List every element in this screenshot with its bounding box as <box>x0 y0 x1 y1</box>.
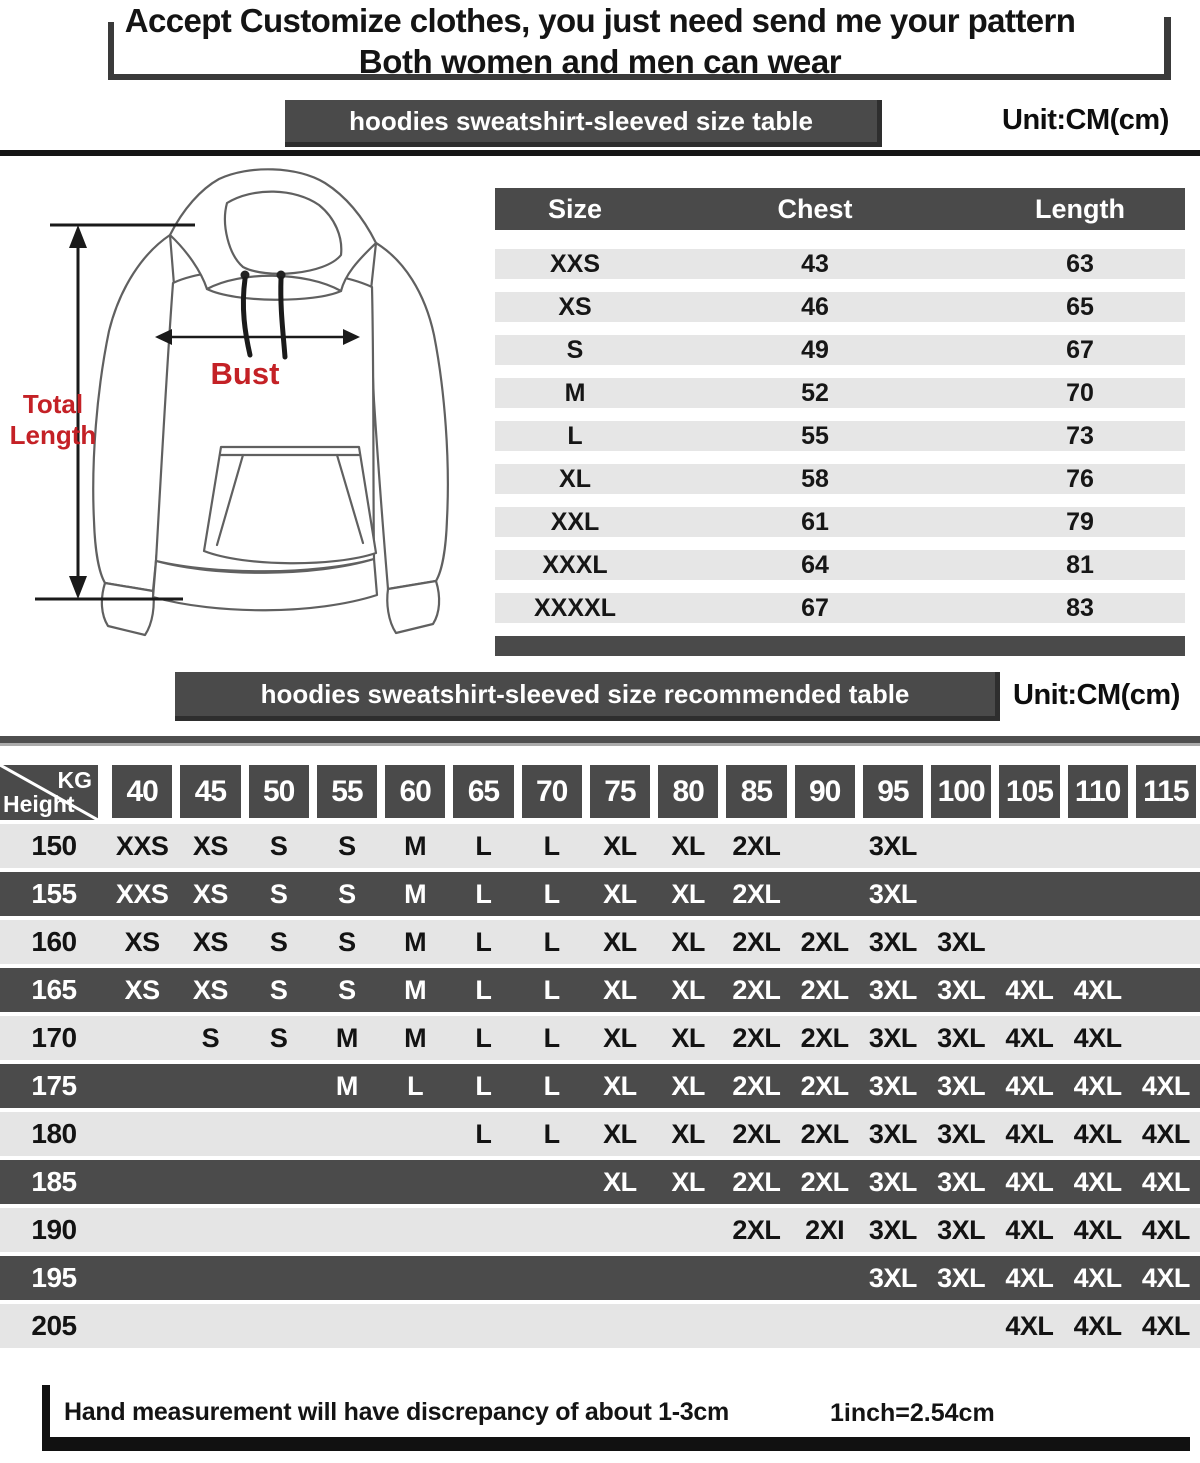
size-cell: XXL <box>550 507 600 536</box>
size-cell: S <box>566 335 584 364</box>
recommended-size-cell: XL <box>603 974 637 1005</box>
height-label: 175 <box>31 1070 77 1101</box>
recommended-size-cell: M <box>335 1022 358 1053</box>
recommended-size-cell: XS <box>192 878 228 909</box>
recommended-size-cell: 2XI <box>805 1214 845 1245</box>
unit-label-2: Unit:CM(cm) <box>1013 679 1180 711</box>
weight-label: 60 <box>385 765 445 818</box>
height-label: 160 <box>31 926 77 957</box>
recommended-size-cell: XL <box>671 1022 705 1053</box>
recommended-size-cell: 3XL <box>868 830 917 861</box>
length-cell: 81 <box>1066 550 1094 579</box>
recommended-size-cell: 4XL <box>1005 1070 1054 1101</box>
weight-header-cell <box>927 765 995 820</box>
recommended-size-cell: 2XL <box>732 1214 781 1245</box>
weight-header-cell <box>449 765 517 820</box>
recommended-size-cell: 4XL <box>1073 1310 1122 1341</box>
recommended-size-cell: L <box>475 878 492 909</box>
chest-cell: 52 <box>801 378 829 407</box>
recommend-row-155 <box>0 872 1200 916</box>
recommended-size-cell: 3XL <box>868 878 917 909</box>
recommended-size-cell: 4XL <box>1073 1262 1122 1293</box>
size-table-row <box>495 249 1185 279</box>
size-cell: L <box>567 421 583 450</box>
recommended-size-cell: XL <box>603 830 637 861</box>
recommended-size-cell: 4XL <box>1141 1070 1190 1101</box>
recommended-size-cell: XS <box>124 926 160 957</box>
recommended-size-cell: M <box>335 1070 358 1101</box>
recommended-size-cell: L <box>543 926 560 957</box>
weight-header-cell <box>1064 765 1132 820</box>
weight-header-cell <box>791 765 859 820</box>
weight-header-cell <box>1132 765 1200 820</box>
recommend-row-150 <box>0 824 1200 868</box>
recommended-size-cell: L <box>543 1070 560 1101</box>
recommended-size-cell: XL <box>603 1070 637 1101</box>
length-cell: 70 <box>1066 378 1094 407</box>
recommended-size-cell: 4XL <box>1141 1310 1190 1341</box>
size-table <box>495 188 1185 656</box>
recommend-row-205 <box>0 1304 1200 1348</box>
recommend-row-190 <box>0 1208 1200 1252</box>
recommended-size-cell: 3XL <box>937 1262 986 1293</box>
recommended-size-cell: 2XL <box>732 1070 781 1101</box>
size-cell: M <box>564 378 586 407</box>
measurement-note: Hand measurement will have discrepancy of about 1-3cm <box>64 1398 729 1426</box>
recommended-size-cell: 4XL <box>1141 1118 1190 1149</box>
size-table-row <box>495 507 1185 537</box>
size-table-row <box>495 378 1185 408</box>
recommended-size-cell: 2XL <box>800 1070 849 1101</box>
recommended-size-cell: 2XL <box>800 1166 849 1197</box>
recommended-size-cell: L <box>475 1118 492 1149</box>
recommended-size-cell: 4XL <box>1073 1118 1122 1149</box>
length-cell: 67 <box>1066 335 1094 364</box>
recommended-size-cell: 3XL <box>937 1070 986 1101</box>
recommended-size-cell: 4XL <box>1005 1262 1054 1293</box>
recommended-size-cell: 2XL <box>732 926 781 957</box>
recommended-size-cell: XL <box>603 878 637 909</box>
weight-label: 55 <box>317 765 377 818</box>
recommended-size-cell: L <box>475 974 492 1005</box>
recommended-size-cell: M <box>404 974 427 1005</box>
chest-cell: 46 <box>801 292 829 321</box>
page-title <box>0 0 1200 81</box>
recommended-size-cell: M <box>404 830 427 861</box>
size-table-rows <box>495 249 1185 623</box>
height-label: 205 <box>31 1310 77 1341</box>
height-label: 195 <box>31 1262 77 1293</box>
unit-label-1: Unit:CM(cm) <box>1002 104 1169 136</box>
size-table-footer-bar <box>495 636 1185 656</box>
recommended-size-cell: XS <box>192 926 228 957</box>
size-table-row <box>495 593 1185 623</box>
weight-label: 40 <box>112 765 172 818</box>
recommended-size-cell: 4XL <box>1073 1022 1122 1053</box>
weight-label: 85 <box>726 765 786 818</box>
recommended-size-cell: L <box>543 974 560 1005</box>
weight-label: 75 <box>590 765 650 818</box>
recommended-size-cell: XL <box>603 1022 637 1053</box>
recommended-size-cell: 4XL <box>1005 974 1054 1005</box>
recommended-size-cell: 3XL <box>937 974 986 1005</box>
recommended-size-cell: XS <box>192 974 228 1005</box>
recommended-size-cell: 2XL <box>800 926 849 957</box>
recommended-size-cell: XL <box>671 1070 705 1101</box>
recommended-size-cell: 3XL <box>868 974 917 1005</box>
height-label: 180 <box>31 1118 77 1149</box>
recommended-size-cell: XL <box>671 926 705 957</box>
recommended-size-cell: S <box>338 878 356 909</box>
weight-header-cell <box>108 765 176 820</box>
chest-cell: 43 <box>801 249 829 278</box>
chest-column-header: Chest <box>777 193 853 224</box>
weight-header-cell <box>518 765 586 820</box>
size-cell: XS <box>558 292 592 321</box>
chest-cell: 64 <box>801 550 829 579</box>
recommend-row-185 <box>0 1160 1200 1204</box>
size-cell: XXS <box>549 249 601 278</box>
weight-header-cell <box>381 765 449 820</box>
height-label: 165 <box>31 974 77 1005</box>
chest-cell: 49 <box>801 335 829 364</box>
recommended-size-cell: L <box>543 1022 560 1053</box>
recommended-size-cell: 4XL <box>1005 1022 1054 1053</box>
height-axis-label: Height <box>3 791 75 817</box>
size-cell: XL <box>559 464 591 493</box>
recommended-size-cell: S <box>201 1022 220 1053</box>
recommended-size-cell: XXS <box>115 878 169 909</box>
recommended-size-cell: 4XL <box>1141 1214 1190 1245</box>
size-cell: XXXL <box>542 550 608 579</box>
recommended-size-cell: XS <box>192 830 228 861</box>
chest-cell: 61 <box>801 507 829 536</box>
size-table-row <box>495 421 1185 451</box>
recommended-size-cell: L <box>475 926 492 957</box>
weight-label: 50 <box>249 765 309 818</box>
recommended-size-cell: 2XL <box>732 1166 781 1197</box>
size-column-header: Size <box>547 193 603 224</box>
recommended-size-cell: 4XL <box>1073 1070 1122 1101</box>
recommended-size-cell: S <box>338 830 356 861</box>
recommended-size-cell: M <box>404 878 427 909</box>
recommended-size-cell: XL <box>671 974 705 1005</box>
total-length-label-bottom: Length <box>9 420 97 450</box>
recommended-size-cell: 3XL <box>937 926 986 957</box>
section-divider-2 <box>0 736 1200 746</box>
weight-header-cell <box>859 765 927 820</box>
size-table-banner: hoodies sweatshirt-sleeved size table <box>285 100 882 147</box>
weight-label: 105 <box>999 765 1059 818</box>
length-cell: 73 <box>1066 421 1094 450</box>
recommend-row-165 <box>0 968 1200 1012</box>
recommend-row-180 <box>0 1112 1200 1156</box>
recommended-size-cell: 4XL <box>1141 1166 1190 1197</box>
size-cell: XXXXL <box>534 593 616 622</box>
hoodie-drawing <box>93 169 448 635</box>
recommended-size-cell: XL <box>603 1166 637 1197</box>
weight-label: 100 <box>931 765 991 818</box>
recommended-table-banner: hoodies sweatshirt-sleeved size recommended table <box>175 672 1000 721</box>
weight-header-cell <box>722 765 790 820</box>
kg-label: KG <box>57 767 92 793</box>
recommended-size-cell: XL <box>671 878 705 909</box>
bust-label: Bust <box>210 356 280 391</box>
weight-label: 115 <box>1136 765 1196 818</box>
recommended-size-cell: 4XL <box>1005 1166 1054 1197</box>
length-cell: 79 <box>1066 507 1094 536</box>
recommended-size-cell: S <box>269 926 288 957</box>
recommended-size-cell: 3XL <box>868 1118 917 1149</box>
weight-label: 70 <box>522 765 582 818</box>
recommended-size-cell: S <box>269 878 288 909</box>
corner-cell <box>0 765 98 820</box>
recommended-size-cell: 2XL <box>732 830 781 861</box>
chest-cell: 67 <box>801 593 829 622</box>
recommended-size-cell: 4XL <box>1141 1262 1190 1293</box>
weight-label: 80 <box>658 765 718 818</box>
recommended-size-cell: S <box>269 830 288 861</box>
weight-label: 95 <box>863 765 923 818</box>
recommended-size-cell: 3XL <box>937 1022 986 1053</box>
recommended-size-cell: S <box>269 1022 288 1053</box>
recommend-row-195 <box>0 1256 1200 1300</box>
recommended-size-cell: 2XL <box>732 1022 781 1053</box>
height-label: 150 <box>31 830 77 861</box>
recommended-size-cell: XL <box>603 926 637 957</box>
recommended-size-cell: XL <box>671 830 705 861</box>
recommended-size-cell: 3XL <box>868 1262 917 1293</box>
recommended-size-cell: L <box>475 830 492 861</box>
weight-header-cell <box>654 765 722 820</box>
section-divider-1 <box>0 150 1200 156</box>
recommend-table-rows <box>0 824 1200 1348</box>
title-line-1: Accept Customize clothes, you just need send me your pattern <box>124 2 1076 39</box>
weight-header-cell <box>995 765 1063 820</box>
recommended-size-cell: L <box>543 1118 560 1149</box>
recommended-size-cell: 3XL <box>937 1214 986 1245</box>
recommended-size-cell: 4XL <box>1073 1214 1122 1245</box>
size-table-row <box>495 292 1185 322</box>
length-cell: 63 <box>1066 249 1094 278</box>
recommended-size-cell: XL <box>671 1166 705 1197</box>
recommended-size-cell: 2XL <box>732 1118 781 1149</box>
chest-cell: 58 <box>801 464 829 493</box>
height-label: 155 <box>31 878 77 909</box>
recommended-size-cell: L <box>543 878 560 909</box>
recommended-size-cell: XS <box>124 974 160 1005</box>
title-line-2: Both women and men can wear <box>358 43 842 80</box>
weight-header-cell <box>586 765 654 820</box>
recommended-size-cell: 3XL <box>937 1118 986 1149</box>
recommended-size-cell: L <box>407 1070 424 1101</box>
weight-header-cell <box>176 765 244 820</box>
chest-cell: 55 <box>801 421 829 450</box>
length-column-header: Length <box>1035 193 1125 224</box>
size-table-row <box>495 335 1185 365</box>
length-cell: 83 <box>1066 593 1094 622</box>
recommended-size-cell: XL <box>671 1118 705 1149</box>
weight-label: 90 <box>795 765 855 818</box>
recommended-size-cell: 2XL <box>800 974 849 1005</box>
recommended-size-cell: XL <box>603 1118 637 1149</box>
recommended-size-cell: S <box>338 926 356 957</box>
recommended-size-cell: 2XL <box>732 878 781 909</box>
recommended-size-cell: 2XL <box>800 1022 849 1053</box>
recommended-size-cell: 3XL <box>868 926 917 957</box>
height-label: 190 <box>31 1214 77 1245</box>
recommended-size-cell: 4XL <box>1073 1166 1122 1197</box>
recommended-size-cell: 2XL <box>732 974 781 1005</box>
weight-header-cell <box>245 765 313 820</box>
recommended-size-cell: L <box>543 830 560 861</box>
weight-header-cell <box>313 765 381 820</box>
recommended-table <box>0 765 1200 1348</box>
weight-label: 65 <box>453 765 513 818</box>
recommended-size-cell: 3XL <box>868 1214 917 1245</box>
weight-label: 45 <box>180 765 240 818</box>
footer-bottom-bar <box>42 1437 1190 1451</box>
recommended-size-cell: M <box>404 1022 427 1053</box>
recommended-size-cell: XXS <box>115 830 169 861</box>
inch-conversion: 1inch=2.54cm <box>830 1399 995 1427</box>
size-table-row <box>495 464 1185 494</box>
recommended-size-cell: 3XL <box>868 1166 917 1197</box>
recommended-size-cell: 3XL <box>868 1022 917 1053</box>
recommended-size-cell: M <box>404 926 427 957</box>
recommended-size-cell: 3XL <box>937 1166 986 1197</box>
recommended-table-header <box>0 765 1200 820</box>
recommended-size-cell: L <box>475 1022 492 1053</box>
size-table-row <box>495 550 1185 580</box>
length-cell: 65 <box>1066 292 1094 321</box>
hoodie-measurement-diagram <box>5 163 485 660</box>
length-cell: 76 <box>1066 464 1094 493</box>
recommended-size-cell: L <box>475 1070 492 1101</box>
recommend-row-175 <box>0 1064 1200 1108</box>
recommended-size-cell: S <box>269 974 288 1005</box>
recommended-size-cell: S <box>338 974 356 1005</box>
recommended-size-cell: 4XL <box>1005 1118 1054 1149</box>
recommended-size-cell: 2XL <box>800 1118 849 1149</box>
total-length-label-top: Total <box>22 389 84 419</box>
recommended-size-cell: 4XL <box>1005 1214 1054 1245</box>
recommended-size-cell: 4XL <box>1005 1310 1054 1341</box>
weight-label: 110 <box>1068 765 1128 818</box>
size-table-header <box>495 188 1185 230</box>
height-label: 185 <box>31 1166 77 1197</box>
recommended-size-cell: 3XL <box>868 1070 917 1101</box>
recommend-row-170 <box>0 1016 1200 1060</box>
recommend-row-160 <box>0 920 1200 964</box>
recommended-size-cell: 4XL <box>1073 974 1122 1005</box>
height-label: 170 <box>31 1022 77 1053</box>
